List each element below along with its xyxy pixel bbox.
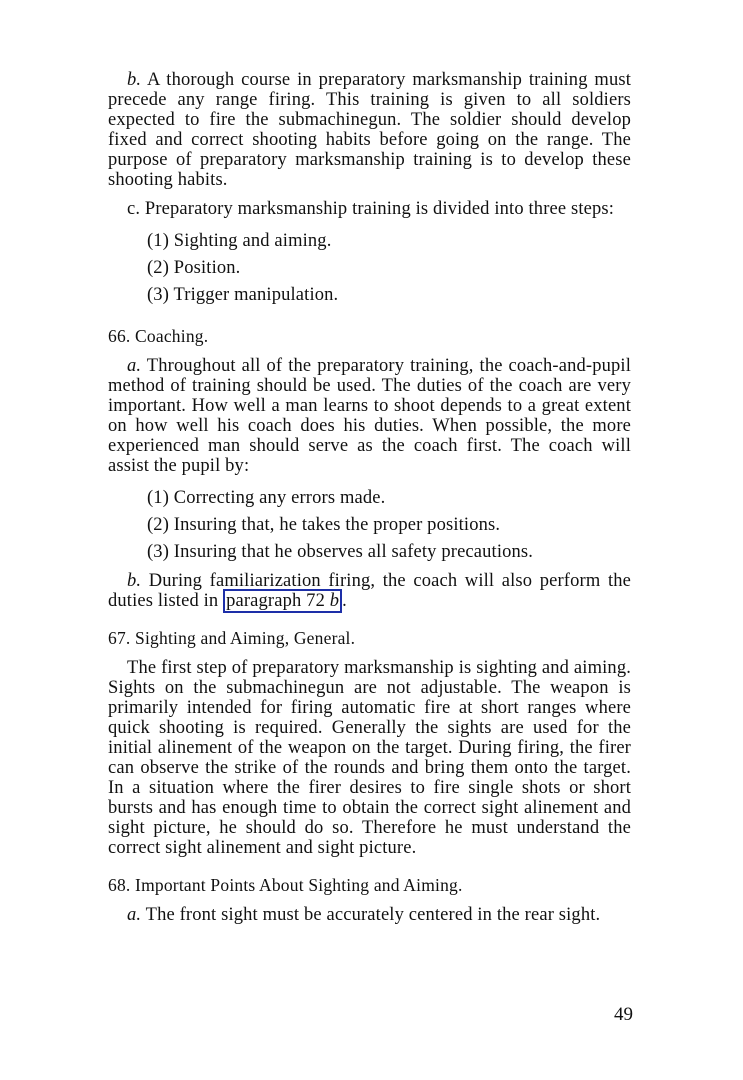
section-heading-68: 68. Important Points About Sighting and Aiming. <box>108 875 463 895</box>
paragraph-65c <box>108 199 631 219</box>
link-marker: b <box>329 591 340 611</box>
paragraph-text: The front sight must be accurately centered in the rear sight. <box>141 905 601 925</box>
list-item: (2) Position. <box>147 258 241 278</box>
paragraph-text: Throughout all of the preparatory training, the coach-and-pupil method of training should be used. The duties of the coach are very important. How well a man learns to shoot depends to a great extent on how well his coach does his duties. When possible, the more experienced man should serve as the coach first. The coach will assist the pupil by: <box>108 356 631 476</box>
paragraph-marker: b. <box>127 571 142 591</box>
paragraph-marker: a. <box>127 356 142 376</box>
paragraph-65b <box>108 70 631 190</box>
list-item: (2) Insuring that, he takes the proper positions. <box>147 515 501 535</box>
paragraph-marker: c. <box>127 199 141 219</box>
paragraph-text: A thorough course in preparatory marksmanship training must precede any range firing. This training is given to all soldiers expected to fire the submachinegun. The soldier should develop fixed and correct shooting habits before going on the range. The purpose of preparatory marksmanship training is to develop these shooting habits. <box>108 70 631 190</box>
list-item: (3) Trigger manipulation. <box>147 285 339 305</box>
paragraph-marker: a. <box>127 905 142 925</box>
list-item: (3) Insuring that he observes all safety precautions. <box>147 542 534 562</box>
document-page <box>108 70 631 934</box>
paragraph-66b <box>108 571 631 611</box>
coach-duties-list <box>108 485 631 566</box>
paragraph-66a <box>108 356 631 476</box>
paragraph-end: . <box>342 591 347 611</box>
paragraph-72b-link[interactable] <box>223 589 342 613</box>
section-heading-66: 66. Coaching. <box>108 326 209 346</box>
paragraph-68a <box>108 905 631 925</box>
paragraph-67: The first step of preparatory marksmanship is sighting and aiming. Sights on the submachinegun are not adjustable. The weapon is primarily intended for firing automatic fire at short ranges where quick shooting is required. Generally the sights are used for the initial alinement of the weapon on the target. During firing, the firer can observe the strike of the rounds and bring them onto the target. In a situation where the firer desires to fire single shots or short bursts and has enough time to obtain the correct sight alinement and sight picture, he should do so. Therefore he must understand the correct sight alinement and sight picture. <box>108 658 631 858</box>
list-item: (1) Correcting any errors made. <box>147 488 386 508</box>
section-heading-67: 67. Sighting and Aiming, General. <box>108 628 356 648</box>
list-item: (1) Sighting and aiming. <box>147 231 332 251</box>
paragraph-marker: b. <box>127 70 142 90</box>
paragraph-text: Preparatory marksmanship training is divided into three steps: <box>140 199 615 219</box>
paragraph-text: During familiarization firing, the coach will also perform the duties listed in <box>108 571 631 611</box>
link-text: paragraph 72 <box>226 591 325 611</box>
steps-list <box>108 228 631 309</box>
page-number: 49 <box>614 1004 633 1025</box>
